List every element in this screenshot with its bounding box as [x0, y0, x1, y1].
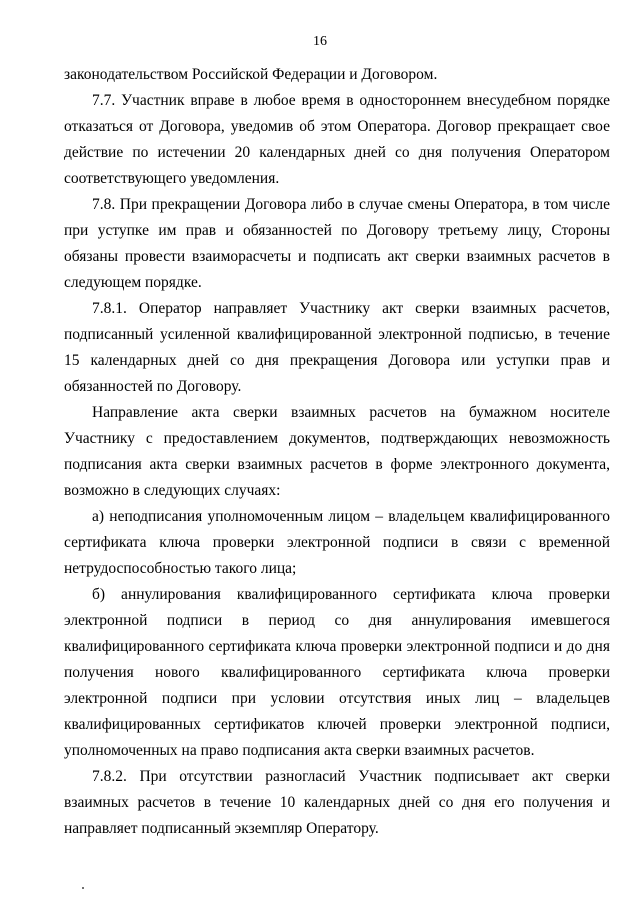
document-body — [64, 62, 610, 842]
page-number: 16 — [313, 34, 327, 49]
paragraph-7-8: 7.8. При прекращении Договора либо в случае смены Оператора, в том числе при уступке им прав и обязанностей по Договору третьему лицу, Стороны обязаны провести взаиморасчеты и подписать акт сверки взаимных расчетов в следующем порядке. — [64, 196, 610, 291]
paragraph-continuation: законодательством Российской Федерации и Договором. — [64, 66, 438, 83]
paragraph-7-8-1: 7.8.1. Оператор направляет Участнику акт сверки взаимных расчетов, подписанный усиленной квалифицированной электронной подписью, в течение 15 календарных дней со дня прекращения Договора или уступки прав и обязанностей по Договору. — [64, 300, 610, 395]
paragraph-case-a: а) неподписания уполномоченным лицом – владельцем квалифицированного сертификата ключа проверки электронной подписи в связи с временной нетрудоспособностью такого лица; — [64, 508, 610, 577]
scan-speck — [82, 887, 84, 889]
paragraph-case-b: б) аннулирования квалифицированного сертификата ключа проверки электронной подписи в период со дня аннулирования имевшегося квалифицированного сертификата ключа проверки электронной подписи и до дня получения нового квалифицированного сертификата ключа проверки электронной подписи при условии отсутствия иных лиц – владельцев квалифицированных сертификатов ключей проверки электронной подписи, уполномоченных на право подписания акта сверки взаимных расчетов. — [64, 586, 610, 759]
paragraph-7-8-2: 7.8.2. При отсутствии разногласий Участник подписывает акт сверки взаимных расчетов в течение 10 календарных дней со дня его получения и направляет подписанный экземпляр Оператору. — [64, 768, 610, 837]
paragraph-7-7: 7.7. Участник вправе в любое время в одностороннем внесудебном порядке отказаться от Договора, уведомив об этом Оператора. Договор прекращает свое действие по истечении 20 календарных дней со дня получения Оператором соответствующего уведомления. — [64, 92, 610, 187]
paragraph-paper-act-conditions: Направление акта сверки взаимных расчетов на бумажном носителе Участнику с предоставлением документов, подтверждающих невозможность подписания акта сверки взаимных расчетов в форме электронного документа, возможно в следующих случаях: — [64, 404, 610, 499]
